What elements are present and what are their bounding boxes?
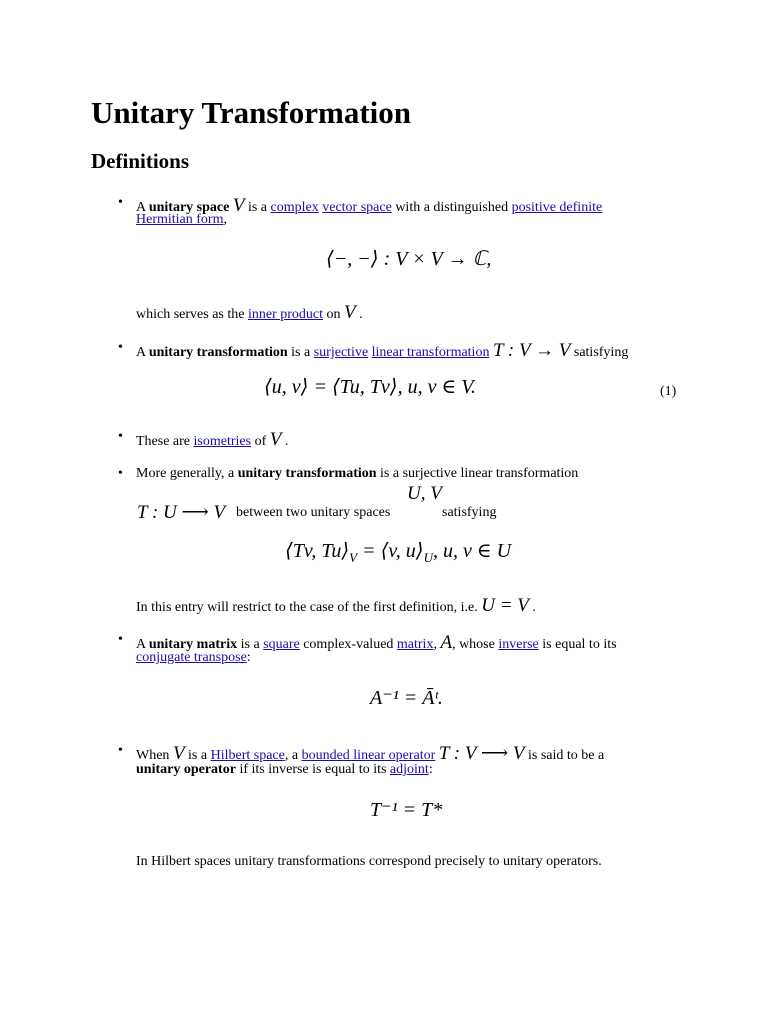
math-V: V [269,429,282,450]
text: : [428,762,433,777]
math-T-U-to-V: T : U ⟶ V [137,502,226,523]
general-followup [136,596,536,615]
eq-part: = ⟨v, u⟩ [357,540,424,562]
eq-subscript-U: U [423,550,433,565]
eq-subscript-V: V [349,550,358,565]
link-inner-product[interactable]: inner product [247,307,323,322]
text: In this entry will restrict to the case of the first definition, i.e. [136,600,482,615]
text: : [246,650,251,665]
general-line-2: between two unitary spaces [236,505,391,520]
link-adjoint[interactable]: adjoint [389,762,429,777]
text: , [433,637,441,652]
link-linear-transformation[interactable]: linear transformation [371,345,490,360]
list-bullet: • [118,743,123,758]
math-U-V: U, V [407,483,442,504]
page-title: Unitary Transformation [91,95,412,130]
text: is said to be a [524,748,605,763]
unitary-transformation-line [136,341,628,360]
text: When [136,748,173,763]
text: with a distinguished [391,200,512,215]
list-bullet: • [118,632,123,647]
text: These are [136,434,194,449]
math-T-map: T : V → V [492,340,571,361]
display-equation-hermitian-form: ⟨−, −⟩ : V × V → ℂ, [326,248,492,270]
text: , a [284,748,302,763]
unitary-space-followup [136,303,363,322]
text: . [355,307,363,322]
text: if its inverse is equal to its [235,762,390,777]
eq-part: , u, v ∈ U [432,540,512,562]
text: satisfying [570,345,629,360]
link-complex[interactable]: complex [270,200,319,215]
display-equation-general [285,541,511,564]
list-bullet: • [118,340,123,355]
unitary-operator-line-1 [136,744,604,763]
text: . [528,600,536,615]
text: , [223,212,227,227]
link-hilbert-space[interactable]: Hilbert space [210,748,285,763]
term-unitary-transformation: unitary transformation [148,345,288,360]
unitary-matrix-line-2 [136,651,251,665]
text: on [323,307,344,322]
text: is a [287,345,314,360]
text: More generally, a [136,466,238,481]
isometries-line [136,430,288,449]
display-equation-unitary-matrix: A⁻¹ = Āᵗ. [370,687,443,709]
term-unitary-space: unitary space [148,200,230,215]
math-V: V [172,743,185,764]
text: is equal to its [538,637,617,652]
text: is a [244,200,271,215]
link-inverse[interactable]: inverse [498,637,539,652]
text: is a surjective linear transformation [376,466,579,481]
link-surjective[interactable]: surjective [313,345,369,360]
text: is a [184,748,211,763]
term-unitary-transformation: unitary transformation [237,466,377,481]
unitary-operator-line-2 [136,763,433,777]
link-matrix[interactable]: matrix [396,637,434,652]
section-heading-definitions: Definitions [91,149,190,173]
general-line-1 [136,467,578,481]
text: of [251,434,270,449]
link-positive-definite[interactable]: positive definite [511,200,603,215]
display-equation-1: ⟨u, v⟩ = ⟨Tu, Tv⟩, u, v ∈ V. [264,376,476,398]
eq-part: ⟨Tv, Tu⟩ [285,540,350,562]
link-bounded-linear-operator[interactable]: bounded linear operator [301,748,436,763]
unitary-operator-followup: In Hilbert spaces unitary transformations correspond precisely to unitary operators. [136,854,602,869]
link-vector-space[interactable]: vector space [322,200,392,215]
math-A: A [440,632,453,653]
math-V: V [344,302,356,323]
display-equation-unitary-operator: T⁻¹ = T* [370,799,443,821]
text: A [136,345,149,360]
list-bullet: • [118,429,123,444]
text: complex-valued [299,637,397,652]
link-conjugate-transpose[interactable]: conjugate transpose [136,650,247,665]
term-unitary-operator: unitary operator [136,762,236,777]
unitary-space-line-2 [136,213,227,227]
text: , whose [452,637,499,652]
text: . [281,434,289,449]
text: A [136,637,149,652]
math-V: V [232,195,245,216]
link-square[interactable]: square [263,637,300,652]
math-U-equals-V: U = V [481,595,529,616]
math-T-V-to-V: T : V ⟶ V [438,743,525,764]
text: is a [237,637,264,652]
link-hermitian-form[interactable]: Hermitian form [136,212,224,227]
list-bullet: • [118,195,123,210]
link-isometries[interactable]: isometries [193,434,252,449]
text: which serves as the [136,307,248,322]
list-bullet: • [118,466,123,481]
term-unitary-matrix: unitary matrix [148,637,238,652]
equation-number: (1) [660,384,677,399]
general-satisfying: satisfying [442,505,497,520]
text: A [136,200,149,215]
